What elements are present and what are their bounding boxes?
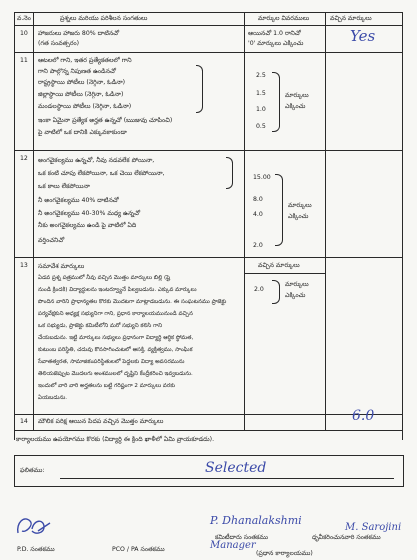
row12-mark-1: 15.00: [253, 174, 271, 181]
row13-line-1: సమావేశ మార్కులు: [38, 263, 85, 270]
row12-mark-4: 2.0: [253, 242, 263, 249]
pco-sign-label: PCO / PA సంతకము: [112, 546, 165, 553]
row13-line-6: ఒక సభ్యుడు, ప్రాజెక్టు కమిటీలోని మరో సభ్యుని కలిసి గాని: [38, 323, 163, 329]
row12-mark-3: 4.0: [253, 211, 263, 218]
row10-marks-2: '0' మార్కులు ఎక్కించు: [248, 40, 304, 47]
row10-obtained: Yes: [350, 27, 376, 45]
row13-marks-header: వచ్చిన మార్కులు: [258, 262, 300, 269]
row13-line-4: పొందిన వారిని ప్రాధాన్యతల కొరకు మొదటగా మాట్లాడబడును. ఈ సంఘటనము ప్రాజెక్టు: [38, 299, 227, 305]
table-top-border: [14, 12, 403, 13]
row14-obtained: 6.0: [352, 408, 375, 424]
row11-line-5: మండలస్థాయి పోటీలు (నెగ్గినా, ఓడినా): [38, 103, 132, 110]
row10-marks-1: ఆయినచో 1.0 రానిచో: [248, 30, 301, 37]
row12-options-brace: [226, 157, 233, 189]
pd-signature-mark: [14, 513, 54, 539]
row11-line-7: పై వాటిలో ఒక దానికి ఎక్కువకాకుండా: [38, 129, 127, 136]
office-use-note: కార్యాలయము ఉపయోగము కొరకు (విద్యార్ధి ఈ క్రింది ఖాళీలో ఏమి వ్రాయకూడదు).: [16, 436, 215, 443]
row-sep-10: [14, 52, 403, 53]
row11-line-4: జిల్లాస్థాయి పోటీలు (నెగ్గినా, ఓడినా): [38, 91, 124, 98]
row-sep-11: [14, 150, 403, 151]
row13-line-7: చేయబడును. ఇట్టి మార్కులు సభ్యులు ప్రధానంగా విద్యార్ధి ఆర్ధిక స్థోమత,: [38, 335, 194, 341]
row13-mark-1: 2.0: [254, 286, 264, 293]
signature-dhanalakshmi: P. Dhanalakshmi: [210, 514, 302, 527]
col-sep-3: [325, 12, 326, 430]
row13-line-3: నుండి క్రిందకి) విద్యార్ధులను ఇంటర్వ్యూనే పిల్వబడును. ఎక్కువ మార్కులు: [38, 287, 197, 293]
row13-line-11: ఇందులో వారి వారి అర్హతలను బట్టి గరిష్టంగా 2 మార్కులు వరకు: [38, 383, 176, 389]
table-left-border: [14, 12, 15, 440]
row-sep-14: [14, 430, 403, 431]
row-sep-12: [14, 257, 403, 258]
row13-line-12: ఏయబడును.: [38, 395, 68, 401]
row11-marks-brace: [272, 72, 280, 132]
row11-mark-4: 0.5: [256, 123, 266, 130]
row10-line-1: హాజరులు హాజరు 80% దాటినచో: [38, 30, 120, 37]
result-label: ఫలితము:: [20, 467, 45, 474]
header-col-no: వ.నెం: [17, 15, 31, 22]
row11-line-1: ఆటలలో గాని, ఇతర ప్రత్యేకతలలో గాని: [38, 57, 132, 64]
row13-marks-header-underline: [244, 273, 326, 274]
row-sep-header: [14, 25, 403, 26]
result-underline: [60, 478, 394, 479]
row11-marks-note-1: మార్కులు: [285, 92, 309, 99]
table-right-border: [402, 12, 403, 440]
header-col-obtained: వచ్చిన మార్కులు: [330, 15, 372, 22]
row12-line-4: నీ అంగవైకల్యము 40% దాటినచో: [38, 197, 119, 204]
row11-line-6: ఇంకా ఏమైనా ప్రత్యేక అర్హత ఉన్నచో (ఋజువు చూపించి): [38, 117, 173, 124]
row11-mark-2: 1.5: [256, 90, 266, 97]
row13-marks-brace: [272, 280, 280, 304]
row13-marks-note-2: ఎక్కించు: [285, 292, 306, 299]
row10-no: 10: [20, 30, 28, 37]
col-sep-2: [244, 12, 245, 430]
student-sign-label: ధృవీకరించునవారి సంతకము: [312, 534, 381, 541]
row11-options-brace: [196, 65, 203, 113]
row-sep-13: [14, 414, 403, 415]
row11-mark-3: 1.0: [256, 106, 266, 113]
row11-mark-1: 2.5: [256, 72, 266, 79]
row12-mark-2: 8.0: [253, 196, 263, 203]
row11-line-2: గాని పాల్గొన్న నిపుణత ఉండినచో: [38, 68, 116, 75]
committee-sub-label: (ప్రధాన కార్యాలయము): [256, 550, 313, 557]
row12-line-5: నీ అంగవైకల్యము 40-30% మధ్య ఉన్నచో: [38, 210, 141, 217]
row11-no: 11: [20, 57, 28, 64]
row12-marks-note-2: ఎక్కించు: [288, 213, 309, 220]
row12-line-6: నీకు అంగవైకల్యము ఉండి పై వాటిలో ఏది: [38, 222, 137, 229]
row12-line-7: వర్తించనిచో: [38, 237, 65, 244]
signature-sarojini: M. Sarojini: [345, 522, 402, 533]
pd-sign-label: P.D. సంతకము: [17, 546, 55, 553]
row13-line-9: సేవాతత్వరత, సామాజికంపరిస్థితులలో పెద్దలకు విద్యా అవసరమును: [38, 359, 185, 365]
col-sep-1: [33, 12, 34, 430]
committee-sign-label: కమిటీదారు సంతకము: [215, 534, 268, 541]
row14-line-1: మౌలిక పరిక్ష ఆయిన పిదప వచ్చిన మొత్తం మార్కులు: [38, 418, 164, 425]
row12-marks-brace: [275, 174, 283, 246]
header-col-marks-detail: మార్కుల వివరములు: [258, 15, 310, 22]
result-value: Selected: [205, 460, 267, 476]
row13-line-5: పర్యవేక్షకుని అధ్యక్ష సభ్యునిగా గాని, ప్రధాన కార్యాలయమునుండి వచ్చిన: [38, 311, 193, 317]
header-col-question: ప్రశ్నలు మరియు పరిశీలన సంగతులు: [60, 15, 148, 22]
row10-line-2: (గత సంవత్సరం): [38, 40, 80, 47]
row12-line-3: ఒక కాలు లేకపోయినా: [38, 183, 90, 190]
row12-marks-note-1: మార్కులు: [288, 202, 312, 209]
signature-manager: Manager: [210, 540, 256, 551]
row13-no: 13: [20, 262, 28, 269]
row12-line-1: అంగవైకల్యము ఉన్నచో, నీవు నడవలేక పోయినా,: [38, 157, 155, 164]
row12-line-2: ఒక కంటి చూపు లేకపోయినా, ఒక చెయి లేకపోయినా,: [38, 170, 165, 177]
row13-line-2: ఏడవ ప్రశ్న పత్రములో నీవు వచ్చిన మొత్తం మార్కులు బిల్లి (ష్టె: [38, 275, 171, 281]
row14-no: 14: [20, 418, 28, 425]
row13-line-10: తెలియజెప్పుట మొదలగు అంశములలో దృష్టిని కేంద్రీకరించి ఇవ్వబడును.: [38, 371, 193, 377]
row13-marks-note-1: మార్కులు: [285, 281, 309, 288]
row11-line-3: రాష్ట్రస్థాయి పోటీలు (నెగ్గినా, ఓడినా): [38, 79, 126, 86]
row11-marks-note-2: ఎక్కించు: [285, 103, 306, 110]
row12-no: 12: [20, 155, 28, 162]
row13-line-8: కుటుంబ పరిస్థితి, చదువు కొనసాగించుటలో ఆసక్తి, వ్యక్తిత్వము, సాంఘిక: [38, 347, 193, 353]
